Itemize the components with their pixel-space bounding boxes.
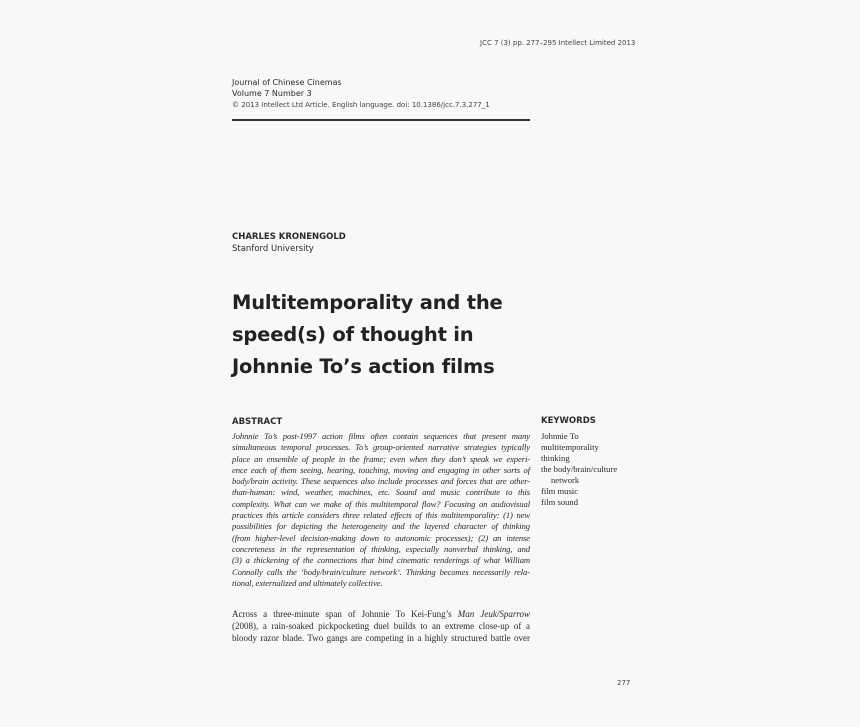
title-line: speed(s) of thought in — [232, 323, 474, 346]
abstract-line: practices this article considers three related effects of this multitemporality: (1) new — [232, 510, 530, 521]
abstract-line: than-human: wind, weather, machines, etc. Sound and music contribute to this — [232, 487, 530, 498]
article-title — [232, 287, 503, 383]
running-header: JCC 7 (3) pp. 277–295 Intellect Limited 2013 — [480, 39, 636, 47]
abstract-line: Connolly calls the ‘body/brain/culture network’. Thinking becomes necessarily rela- — [232, 566, 530, 577]
abstract-line: ence each of them seeing, hearing, touching, moving and engaging in other sorts of — [232, 464, 530, 475]
abstract-line: concreteness in the representation of thinking, especially nonverbal thinking, and — [232, 543, 530, 554]
body-text: Across a three-minute span of Johnnie To Kei-Fung’s — [232, 609, 458, 619]
header-rule — [232, 119, 530, 121]
abstract-line: place an ensemble of people in the frame; even when they don’t speak we experi- — [232, 453, 530, 464]
copyright-doi: © 2013 Intellect Ltd Article. English language. doi: 10.1386/jcc.7.3.277_1 — [232, 101, 490, 109]
abstract-line: (from higher-level decision-making down to autonomic processes); (2) an intense — [232, 532, 530, 543]
abstract-line: tional, externalized and ultimately collective. — [232, 577, 383, 588]
keyword: film sound — [541, 497, 579, 507]
journal-info — [232, 77, 490, 111]
abstract-line: complexity. What can we make of this multitemporal flow? Focusing on audiovisual — [232, 498, 530, 509]
keyword: multitemporality — [541, 442, 599, 452]
author-block — [232, 231, 346, 255]
abstract-line: Johnnie To’s post-1997 action films often contain sequences that present many — [232, 431, 530, 441]
keywords-heading: KEYWORDS — [541, 416, 596, 426]
abstract-line: simultaneous temporal processes. To’s group-oriented narrative strategies typically — [232, 442, 530, 453]
keyword: thinking — [541, 453, 570, 463]
author-name: CHARLES KRONENGOLD — [232, 232, 346, 242]
body-paragraph — [232, 608, 530, 644]
body-line: bloody razor blade. Two gangs are competing in a highly structured battle over — [232, 633, 530, 643]
journal-name: Journal of Chinese Cinemas — [232, 78, 342, 87]
abstract-text — [232, 431, 530, 589]
author-affiliation: Stanford University — [232, 244, 314, 254]
keyword: network — [551, 475, 580, 485]
abstract-line: body/brain activity. These sequences also include processes and forces that are other- — [232, 476, 530, 487]
body-line: (2008), a rain-soaked pickpocketing duel builds to an extreme close-up of a — [232, 621, 530, 631]
keyword: the body/brain/culture — [541, 464, 618, 474]
film-title: Man Jeuk/Sparrow — [457, 609, 531, 619]
keyword: film music — [541, 486, 578, 496]
keywords-list — [541, 431, 617, 508]
keyword: Johnnie To — [541, 431, 579, 441]
abstract-heading: ABSTRACT — [232, 417, 283, 427]
page-number: 277 — [617, 679, 631, 687]
abstract-line: possibilities for depicting the heterogeneity and the layered character of thinking — [232, 521, 530, 532]
journal-volume: Volume 7 Number 3 — [232, 89, 312, 98]
abstract-line: (3) a thickening of the connections that bind cinematic renderings of what William — [232, 555, 530, 566]
title-line: Multitemporality and the — [232, 291, 503, 314]
body-line — [232, 608, 530, 620]
title-line: Johnnie To’s action films — [232, 355, 495, 378]
